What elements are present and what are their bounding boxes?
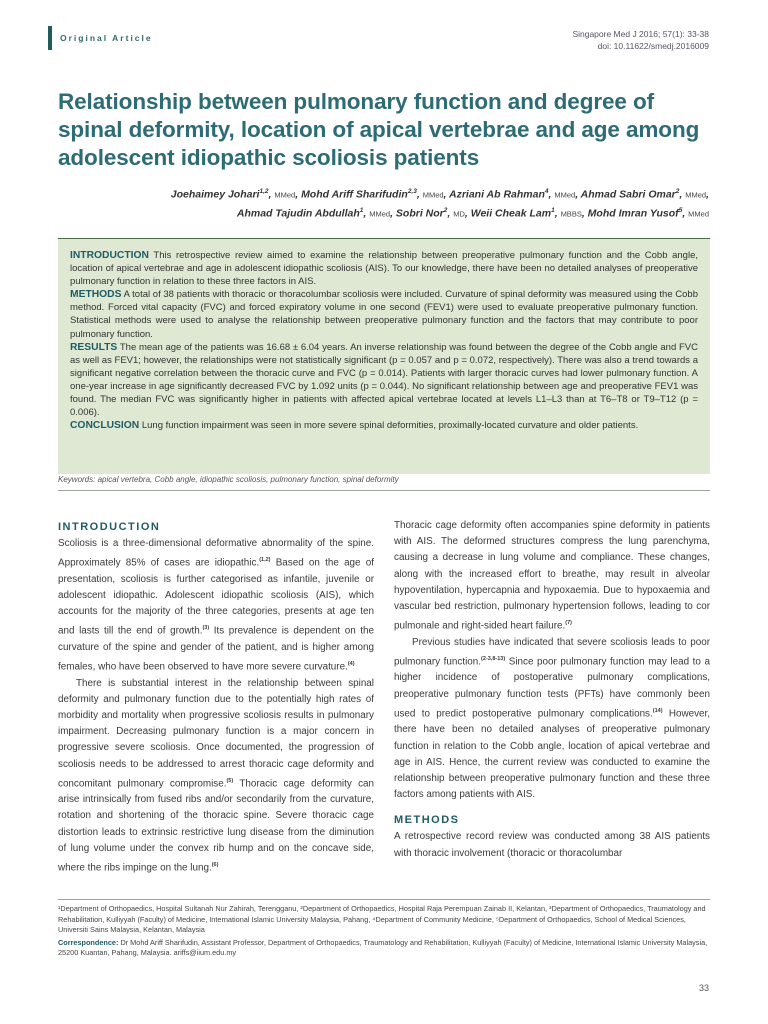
abstract-text: This retrospective review aimed to examine the relationship between preoperative pulmonary function and the Cobb angle, location of apical vertebrae and age in adolescent idiopathic scoliosis (AIS). To our knowledge, there have been no detailed analyses of preoperative pulmonary function in relation to these three factors in AIS. <box>70 250 698 288</box>
body-paragraph <box>394 635 710 804</box>
author-degree: MBBS <box>560 209 582 218</box>
body-column-right <box>394 518 710 862</box>
author-degree: MMed <box>369 209 391 218</box>
body-text: Previous studies have indicated that severe scoliosis leads to poor pulmonary function. <box>394 636 710 668</box>
correspondence-text: Dr Mohd Ariff Sharifudin, Assistant Professor, Department of Orthopaedics, Traumatology and Rehabilitation, Kulliyyah (Faculty) of Medicine, International Islamic University Malaysia, 25200 Kuantan, Pahang, Malaysia. ariffs@iium.edu.my <box>58 937 708 957</box>
author-name: Joehaimey Johari <box>170 188 260 201</box>
body-text: Scoliosis is a three-dimensional deformative abnormality of the spine. Approximately 85% of cases are idiopathic. <box>58 538 374 569</box>
abstract-heading: INTRODUCTION <box>70 250 149 261</box>
body-paragraph <box>58 536 374 676</box>
author-affiliation: 1 <box>551 206 555 214</box>
body-text: Its prevalence is dependent on the curvature of the spine and gender of the patient, and is higher among females, who have been observed to have more severe curvature. <box>58 625 374 673</box>
body-text: Based on the age of presentation, scoliosis is further categorised as infantile, juvenile or adolescent idiopathic. Adolescent idiopathic scoliosis (AIS), which accounts for the majority of the three categories, presents at age ten and lasts till the end of growth. <box>58 557 374 637</box>
abstract-heading: METHODS <box>70 289 122 301</box>
author-affiliation: 2 <box>443 206 448 214</box>
correspondence-label: Correspondence: <box>58 937 119 947</box>
author-affiliation: 1,2 <box>259 188 269 195</box>
abstract-conclusion <box>70 419 698 432</box>
body-text: Thoracic cage deformity often accompanies spine deformity in patients with AIS. The deformed structures compress the lung parenchyma, causing a decrease in lung volume and compliance. These changes, along with the increased effort to breathe, may result in alveolar hypoventilation, hypercapnia and hypoxaemia. Due to hypoxaemia and vascular bed restriction, pulmonary hypertension follows, leading to cor pulmonale and right-sided heart failure. <box>394 520 710 632</box>
body-text: Since poor pulmonary function may lead to a higher incidence of postoperative pulmonary complications, preoperative pulmonary function tests (PFTs) have commonly been used to predict postoperative pulmonary complications. <box>394 656 710 720</box>
citation-ref: (7) <box>565 620 573 627</box>
citation-ref: (2-3,8-13) <box>481 655 506 662</box>
body-text: Thoracic cage deformity can arise intrinsically from fused ribs and/or secondarily from the curvature, rotation and shortening of the thoracic spine. Severe thoracic cage distortion leads to extrinsic restrictive lung disease from the diminution of lung volume under the convex rib hump and on the concave side, where the ribs impinge on the lung. <box>58 778 375 874</box>
author-affiliation: 2,3 <box>407 188 417 195</box>
citation-ref: (5) <box>226 777 234 784</box>
keywords: Keywords: apical vertebra, Cobb angle, idiopathic scoliosis, pulmonary function, spinal deformity <box>58 475 710 491</box>
section-heading-methods: METHODS <box>394 814 460 827</box>
section-label-text: Original Article <box>60 33 153 43</box>
abstract-heading: RESULTS <box>70 341 118 353</box>
abstract-heading: CONCLUSION <box>70 420 140 432</box>
author-degree: MMed <box>422 190 444 200</box>
author-degree: MD <box>453 209 465 218</box>
author-list: Joehaimey Johari$^{1,2}$, MMed, Mohd Ariff Sharifudin$^{2,3}$, MMed, Azriani Ab Rahman$^4$, MMed, Ahmad Sabri Omar$^2$, MMed, Ahmad Tajudin Abdullah$^1$, MMed, Sobri Nor$^2$, MD, Weii Cheak Lam$^1$, MBBS, Mohd Imran Yusof$^5$, MMed <box>170 188 709 219</box>
affiliations-footnote: ¹Department of Orthopaedics, Hospital Sultanah Nur Zahirah, Terengganu, ²Department of Orthopaedics, Hospital Raja Perempuan Zainab II, Kelantan, ³Department of Orthopaedics, Traumatology and Rehabilitation, Kulliyyah (Faculty) of Medicine, International Islamic University Malaysia, Pahang, ⁴Department of Community Medicine, ⁵Department of Orthopaedics, School of Medical Sciences, Universiti Sains Malaysia, Kelantan, Malaysia <box>58 904 706 934</box>
abstract-results <box>70 341 698 420</box>
journal-cite-line: Singapore Med J 2016; 57(1): 33-38 <box>572 29 709 39</box>
author-degree: MMed <box>554 190 576 200</box>
body-column-left <box>58 518 374 877</box>
body-text: There is substantial interest in the relationship between spinal deformity and pulmonary function due to the potentially high rates of morbidity and mortality when progressive scoliosis results in pulmonary impairment. Decreasing pulmonary function is a major concern in progressive severe scoliosis. Once documented, the progression of scoliosis needs to be addressed to arrest thoracic cage deformity and concomitant pulmonary compromise. <box>58 677 374 790</box>
citation-ref: (14) <box>652 707 663 714</box>
footnotes <box>58 899 710 961</box>
abstract-text: A total of 38 patients with thoracic or thoracolumbar scoliosis were included. Curvature of spinal deformity was measured using the Cobb method. Forced vital capacity (FVC) and forced expiratory volume in one second (FEV1) were used to evaluate preoperative pulmonary function. Statistical methods were used to analyse the relationship between preoperative pulmonary function and the factors that may contribute to poor pulmonary function. <box>70 289 698 340</box>
body-text: However, there have been no detailed analyses of preoperative pulmonary function in relation to the Cobb angle, location of apical vertebrae and age in AIS. Hence, the current review was conducted to examine the relationship between preoperative pulmonary function and these three factors among patients with AIS. <box>394 708 710 801</box>
author-affiliation: 1 <box>359 206 364 214</box>
abstract-text: Lung function impairment was seen in more severe spinal deformities, proximally-located curvature and older patients. <box>139 420 639 432</box>
abstract-box <box>58 238 710 474</box>
doi-line: doi: 10.11622/smedj.2016009 <box>597 41 709 51</box>
section-label <box>48 26 153 50</box>
author-name: Ahmad Tajudin Abdullah <box>236 207 360 219</box>
author-name: Mohd Imran Yusof <box>587 207 679 219</box>
journal-citation <box>572 28 709 52</box>
author-name: Mohd Ariff Sharifudin <box>301 188 408 201</box>
article-title: Relationship between pulmonary function and degree of spinal deformity, location of apical vertebrae and age among adolescent idiopathic scoliosis patients <box>58 89 700 170</box>
body-paragraph <box>58 676 374 877</box>
author-degree: MMed <box>274 190 296 200</box>
author-degree: MMed <box>688 209 709 218</box>
citation-ref: (1,2) <box>259 557 271 564</box>
section-heading-introduction: INTRODUCTION <box>58 521 161 533</box>
body-paragraph <box>394 518 710 635</box>
citation-ref: (3) <box>202 625 210 632</box>
abstract-methods <box>70 288 698 340</box>
abstract-introduction <box>70 249 698 288</box>
author-name: Azriani Ab Rahman <box>449 188 545 201</box>
author-name: Sobri Nor <box>395 207 444 219</box>
correspondence-footnote <box>58 938 710 959</box>
author-degree: MMed <box>685 190 707 200</box>
abstract-text: The mean age of the patients was 16.68 ± 6.04 years. An inverse relationship was found between the degree of the Cobb angle and FVC as well as FEV1; however, the relationships were not statistically significant (p = 0.057 and p = 0.072, respectively). There was also a trend towards a significant negative correlation between the thoracic curve and FVC (p = 0.014). Patients with larger thoracic curves had lower pulmonary function. A one-year increase in age significantly decreased FVC by 1.092 units (p = 0.044). No significant relationship between age and preoperative FEV1 was found. The median FVC was significantly higher in patients with affected apical vertebrae located at levels L1–L3 than at T6–T8 or T9–T12 (p = 0.006). <box>70 341 698 419</box>
author-affiliation: 4 <box>544 188 549 195</box>
page-number: 33 <box>698 983 709 993</box>
author-name: Ahmad Sabri Omar <box>580 188 676 201</box>
citation-ref: (4) <box>347 661 355 668</box>
body-paragraph: A retrospective record review was conducted among 38 AIS patients with thoracic involvement (thoracic or thoracolumbar <box>394 831 710 859</box>
author-name: Weii Cheak Lam <box>470 207 552 219</box>
author-affiliation: 2 <box>675 188 680 195</box>
author-affiliation: 5 <box>678 206 683 214</box>
citation-ref: (6) <box>211 862 219 869</box>
